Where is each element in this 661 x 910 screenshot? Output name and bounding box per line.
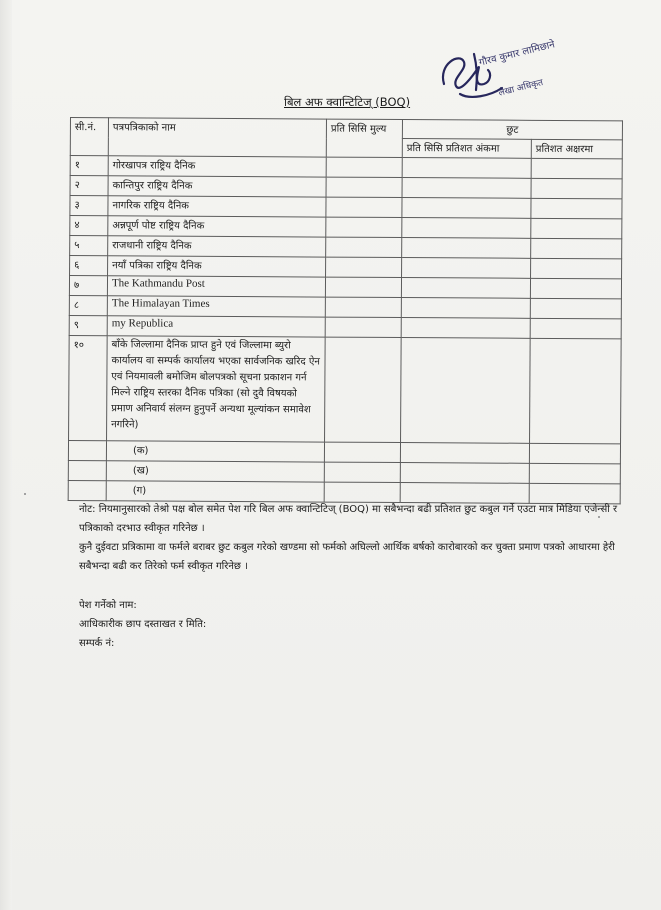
header-discount: छुट: [402, 120, 622, 140]
row-sn: ८: [69, 295, 107, 315]
boq-table: [68, 117, 623, 504]
row-percent-words: [531, 178, 622, 199]
header-sn: सी.नं.: [70, 118, 108, 156]
stamp-role: लेखा अधिकृत: [497, 77, 545, 99]
row-percent-figures: [402, 158, 531, 179]
row-percent-words: [529, 443, 620, 464]
row-percent-figures: [402, 178, 531, 199]
row-name: The Himalayan Times: [107, 296, 325, 317]
row-rate: [325, 337, 402, 442]
subrow-label: (ख): [106, 461, 324, 482]
row-percent-figures: [402, 218, 531, 239]
row-rate: [326, 257, 402, 277]
row-percent-words: [531, 238, 622, 259]
row-name: my Republica: [107, 316, 325, 337]
row-percent-words: [530, 318, 621, 339]
row-percent-words: [529, 463, 620, 484]
row-rate: [326, 157, 402, 177]
row-percent-words: [531, 218, 622, 239]
stamp-name: गौरव कुमार लामिछाने: [478, 39, 557, 69]
row-sn: [68, 440, 106, 460]
scan-speck: [598, 516, 600, 518]
submitter-name-label: पेश गर्नेको नाम:: [79, 600, 137, 611]
document-title: बिल अफ क्वान्टिटिज् (BOQ): [284, 95, 411, 109]
row-sn: ४: [70, 216, 108, 236]
row-percent-figures: [402, 198, 531, 219]
footer-fields: [79, 596, 206, 653]
row-sn: २: [70, 176, 108, 196]
note-line-2: कुनै दुईवटा प्रत्रिकामा वा फर्मले बराबर छुट कबुल गरेको खण्डमा सो फर्मको अघिल्लो आर्थिक बर्षको कारोबारको कर चुक्ता प्रमाण पत्रको आधारमा हेरी सबैभन्दा बढी कर तिरेको फर्म स्वीकृत गरिनेछ ।: [79, 542, 615, 572]
subrow-label: (ग): [106, 481, 324, 502]
note-section: [79, 500, 629, 576]
row-rate: [326, 217, 402, 237]
row-percent-figures: [401, 318, 530, 339]
header-row: [70, 118, 622, 140]
row-percent-figures: [401, 338, 531, 444]
row-name: नयाँ पत्रिका राष्ट्रिय दैनिक: [108, 256, 326, 277]
row-name: राजधानी राष्ट्रिय दैनिक: [108, 236, 326, 257]
header-percent-figures: प्रति सिसि प्रतिशत अंकमा: [402, 139, 531, 159]
row-percent-words: [530, 278, 621, 299]
row-sn: १: [70, 156, 108, 176]
row-sn: [68, 460, 106, 480]
row-percent-words: [531, 198, 622, 219]
row-rate: [326, 237, 402, 257]
row-rate: [324, 442, 400, 462]
row-percent-figures: [400, 463, 529, 484]
page-shadow-left: [0, 0, 12, 910]
subrow-label: (क): [106, 441, 324, 462]
table-row-10: [69, 335, 622, 443]
row-sn: १०: [69, 335, 108, 440]
row-sn: ५: [70, 236, 108, 256]
row-percent-figures: [401, 298, 530, 319]
row-rate: [326, 197, 402, 217]
header-percent-words: प्रतिशत अक्षरमा: [531, 139, 622, 159]
header-rate: प्रति सिसि मुल्य: [326, 119, 402, 157]
row-name: अन्नपूर्ण पोष्ट राष्ट्रिय दैनिक: [108, 216, 326, 237]
row-name: नागरिक राष्ट्रिय दैनिक: [108, 196, 326, 217]
row-percent-figures: [402, 238, 531, 259]
row-percent-figures: [401, 278, 530, 299]
row-rate: [326, 177, 402, 197]
row-sn: ३: [70, 196, 108, 216]
row-percent-figures: [400, 443, 529, 464]
row-sn: ६: [70, 256, 108, 276]
row-sn: [68, 480, 106, 500]
contact-number-label: सम्पर्क नं:: [79, 638, 115, 649]
scan-speck: [24, 493, 26, 495]
row-percent-words: [531, 258, 622, 279]
row-percent-figures: [402, 258, 531, 279]
row-rate: [324, 462, 400, 482]
row-sn: ९: [69, 315, 107, 335]
row-percent-words: [531, 158, 622, 179]
official-stamp-label: आधिकारीक छाप दस्ताखत र मिति:: [79, 619, 207, 630]
row-name: The Kathmandu Post: [107, 276, 325, 297]
row-name: गोरखापत्र राष्ट्रिय दैनिक: [108, 156, 326, 177]
row-percent-words: [530, 298, 621, 319]
row-name: कान्तिपुर राष्ट्रिय दैनिक: [108, 176, 326, 197]
row-rate: [325, 277, 401, 297]
header-name: पत्रपत्रिकाको नाम: [108, 118, 326, 157]
note-line-1: नोट: नियमानुसारको तेश्रो पक्ष बोल समेत पेश गरि बिल अफ क्वान्टिटिज् (BOQ) मा सबैभन्दा बढी प्रतिशत छुट कबुल गर्ने एउटा मात्र मिडिया एजेन्सी र पत्रिकाको दरभाउ स्वीकृत गरिनेछ ।: [79, 504, 618, 534]
row-rate: [325, 317, 401, 337]
row-sn: ७: [69, 276, 107, 296]
row-percent-words: [530, 338, 622, 444]
row-name-long: बाँके जिल्लामा दैनिक प्राप्त हुने एवं जिल्लामा ब्युरो कार्यालय वा सम्पर्क कार्यालय भएका सार्वजनिक खरिद ऐन एवं नियमावली बमोजिम बोलपत्रको सूचना प्रकाशन गर्न मिल्ने राष्ट्रिय स्तरका दैनिक पत्रिका (सो दुवै विषयको प्रमाण अनिवार्य संलग्न हुनुपर्ने अन्यथा मूल्यांकन समावेश नगरिने): [107, 336, 326, 442]
row-rate: [325, 297, 401, 317]
